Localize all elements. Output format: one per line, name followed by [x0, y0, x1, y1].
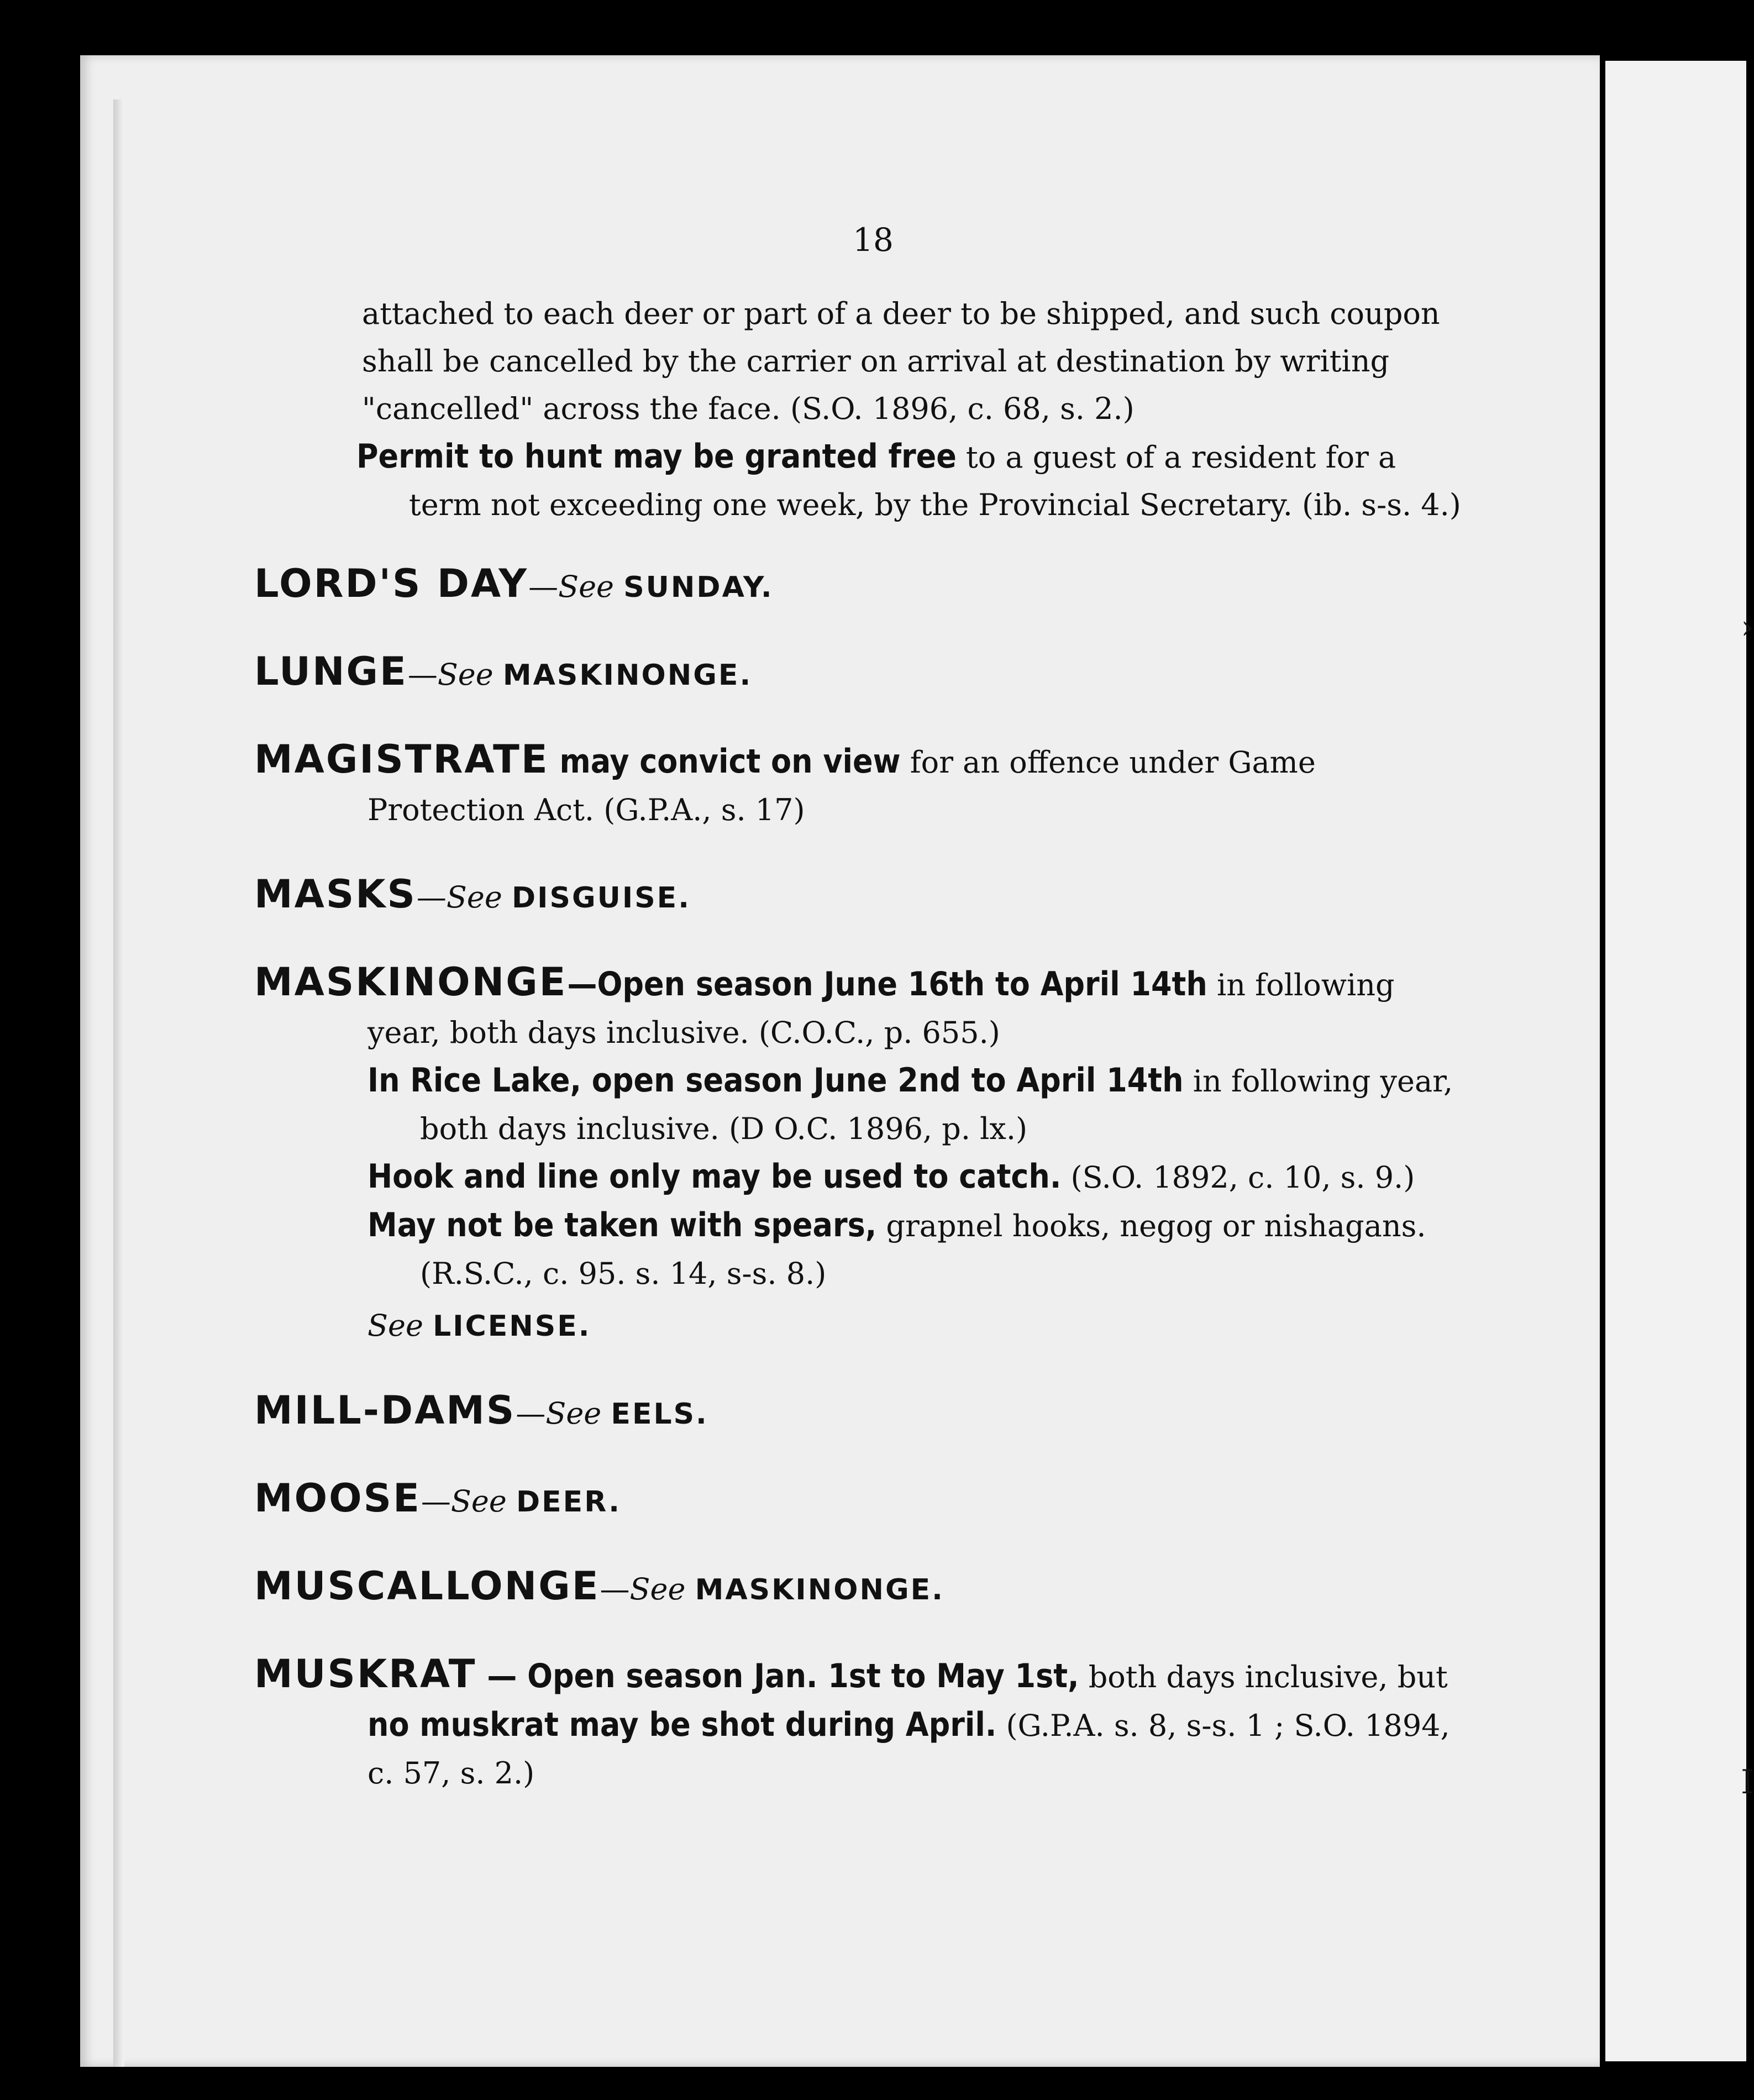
see-word: See — [450, 1484, 507, 1519]
entry-lead: may convict on view — [549, 742, 901, 781]
entry-maskinonge — [254, 958, 1464, 1057]
entry-heading: MUSCALLONGE — [254, 1563, 600, 1609]
hook-text: (S.O. 1892, c. 10, s. 9.) — [1061, 1160, 1415, 1195]
page-gutter — [113, 99, 124, 2067]
entry-dash: — — [528, 569, 559, 604]
entry-text: for an offence under Game Protection Act. (G.P.A., s. 17) — [367, 745, 1316, 827]
entry-heading: MOOSE — [254, 1476, 421, 1521]
facing-page-mark: I — [1741, 1763, 1754, 1802]
spears-text: grapnel hooks, negog or nishagans. (R.S.C., c. 95. s. 14, s-s. 8.) — [420, 1209, 1426, 1291]
maskinonge-rice-lake — [254, 1057, 1464, 1153]
entry-magistrate — [254, 736, 1464, 834]
entry-lords-day — [254, 560, 1464, 611]
maskinonge-hook-and-line — [254, 1153, 1464, 1201]
entry-dash: — — [516, 1396, 546, 1431]
entry-heading: MUSKRAT — [254, 1651, 477, 1697]
entry-muskrat — [254, 1650, 1464, 1797]
cross-reference: MASKINONGE. — [695, 1573, 944, 1607]
see-word: See — [446, 880, 502, 915]
entry-dash: — — [421, 1484, 451, 1519]
entry-heading: LORD'S DAY — [254, 561, 529, 606]
see-word: See — [558, 569, 615, 604]
hook-lead: Hook and line only may be used to catch. — [367, 1157, 1062, 1196]
entry-dash: — — [407, 657, 438, 692]
page-content — [254, 290, 1464, 1797]
entry-mill-dams — [254, 1387, 1464, 1438]
permit-paragraph — [254, 433, 1464, 529]
rice-lake-text: in following year, both days inclusive. (D O.C. 1896, p. lx.) — [420, 1064, 1453, 1146]
see-word: See — [629, 1572, 686, 1607]
entry-lead-2: no muskrat may be shot during April. — [367, 1705, 997, 1744]
entry-lead: — Open season Jan. 1st to May 1st, — [476, 1657, 1079, 1695]
entry-text: both days inclusive, but — [1079, 1660, 1448, 1694]
entry-lunge — [254, 648, 1464, 699]
entry-heading: MASKS — [254, 872, 417, 917]
maskinonge-spears — [254, 1201, 1464, 1298]
entry-masks — [254, 870, 1464, 922]
entry-moose — [254, 1474, 1464, 1526]
see-word: See — [367, 1308, 423, 1343]
facing-page-edge — [1605, 61, 1754, 2061]
entry-dash: — — [416, 880, 447, 915]
entry-lead: —Open season June 16th to April 14th — [567, 965, 1207, 1004]
cross-reference: DISGUISE. — [512, 881, 691, 915]
entry-text-2: (G.P.A. s. 8, s-s. 1 ; S.O. 1894, c. 57, s. 2.) — [367, 1708, 1450, 1791]
entry-heading: MAGISTRATE — [254, 737, 549, 782]
entry-heading: MASKINONGE — [254, 959, 568, 1005]
cross-reference: EELS. — [611, 1398, 708, 1431]
spears-lead: May not be taken with spears, — [367, 1206, 877, 1245]
continued-paragraph: attached to each deer or part of a deer to be shipped, and such coupon shall be cancelled by the carrier on arrival at destination by writing "cancelled" across the face. (S.O. 1896, c. 68, s. 2.) — [362, 296, 1440, 426]
entry-heading: LUNGE — [254, 649, 408, 694]
cross-reference: DEER. — [516, 1485, 621, 1519]
permit-lead: Permit to hunt may be granted free — [356, 437, 957, 476]
entry-heading: MILL-DAMS — [254, 1388, 516, 1433]
entry-muscallonge — [254, 1562, 1464, 1614]
entry-text: in following year, both days inclusive. (C.O.C., p. 655.) — [367, 968, 1395, 1050]
cross-reference: MASKINONGE. — [502, 659, 753, 692]
entry-dash: — — [600, 1572, 630, 1607]
see-word: See — [545, 1396, 602, 1431]
cross-reference: SUNDAY. — [623, 571, 774, 604]
facing-page-mark: › — [1741, 608, 1754, 647]
rice-lake-lead: In Rice Lake, open season June 2nd to April 14th — [367, 1061, 1184, 1100]
maskinonge-see-license — [254, 1302, 1464, 1350]
page-number: 18 — [853, 221, 894, 259]
see-word: See — [437, 657, 493, 692]
cross-reference: LICENSE. — [433, 1310, 591, 1343]
permit-text: to a guest of a resident for a term not exceeding one week, by the Provincial Secretary. (ib. s-s. 4.) — [409, 440, 1461, 522]
